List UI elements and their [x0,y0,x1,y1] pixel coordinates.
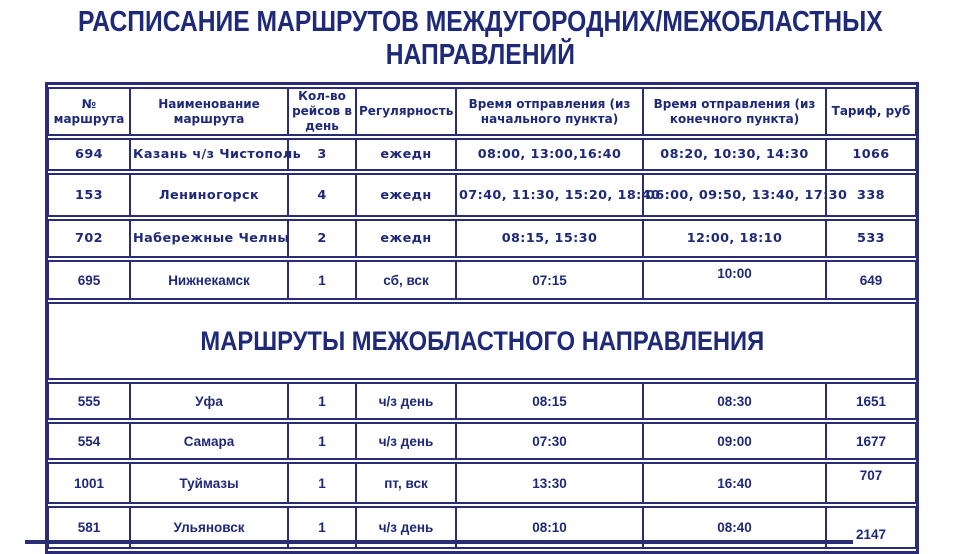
col-header-trips-per-day: Кол-во рейсов в день [288,87,356,136]
cell-route-number: 581 [48,506,130,549]
cell-route-name: Ульяновск [130,506,288,549]
table-row [48,138,916,171]
cell-fare: 707 [826,462,916,504]
page-title [0,6,960,72]
cell-regularity: пт, вск [356,462,456,504]
col-header-route-number: № маршрута [48,87,130,136]
cell-route-number: 153 [48,173,130,217]
cell-route-number: 694 [48,138,130,171]
cell-departure-destination: 08:20, 10:30, 14:30 [643,138,826,171]
cell-trips-per-day: 4 [288,173,356,217]
cell-fare: 1066 [826,138,916,171]
col-header-regularity: Регулярность [356,87,456,136]
cell-route-number: 1001 [48,462,130,504]
cell-trips-per-day: 1 [288,260,356,300]
cell-departure-origin: 08:15, 15:30 [456,219,643,258]
cell-regularity: ежедн [356,219,456,258]
cell-departure-origin: 08:00, 13:00,16:40 [456,138,643,171]
section-heading-text: МАРШРУТЫ МЕЖОБЛАСТНОГО НАПРАВЛЕНИЯ [200,325,764,356]
cell-route-name: Казань ч/з Чистополь [130,138,288,171]
cell-fare: 338 [826,173,916,217]
cell-departure-origin: 08:10 [456,506,643,549]
cell-departure-origin: 07:15 [456,260,643,300]
cell-route-number: 702 [48,219,130,258]
cell-route-name: Лениногорск [130,173,288,217]
cell-regularity: ежедн [356,138,456,171]
cell-departure-destination: 16:40 [643,462,826,504]
table-row [48,382,916,420]
cell-fare: 1677 [826,422,916,460]
col-header-departure-origin: Время отправления (из начального пункта) [456,87,643,136]
cell-fare: 649 [826,260,916,300]
cell-fare: 2147 [826,506,916,549]
cell-trips-per-day: 1 [288,382,356,420]
cell-departure-destination: 09:00 [643,422,826,460]
table-row [48,260,916,300]
cell-route-name: Туймазы [130,462,288,504]
cell-departure-destination: 10:00 [643,260,826,300]
col-header-fare: Тариф, руб [826,87,916,136]
cell-fare: 533 [826,219,916,258]
cell-route-name: Набережные Челны [130,219,288,258]
page-title-line1: РАСПИСАНИЕ МАРШРУТОВ МЕЖДУГОРОДНИХ/МЕЖОБЛАСТНЫХ [77,6,883,38]
cell-departure-destination: 12:00, 18:10 [643,219,826,258]
cell-departure-origin: 07:30 [456,422,643,460]
cell-fare: 1651 [826,382,916,420]
cell-route-name: Уфа [130,382,288,420]
table-header-row [48,87,916,136]
cell-trips-per-day: 1 [288,506,356,549]
cell-departure-origin: 13:30 [456,462,643,504]
cell-route-number: 695 [48,260,130,300]
cell-departure-origin: 08:15 [456,382,643,420]
cell-route-name: Нижнекамск [130,260,288,300]
table-row [48,219,916,258]
col-header-departure-destination: Время отправления (из конечного пункта) [643,87,826,136]
cell-route-number: 555 [48,382,130,420]
table-row [48,422,916,460]
cell-route-name: Самара [130,422,288,460]
cell-regularity: сб, вск [356,260,456,300]
bottom-divider [25,540,853,544]
cell-regularity: ч/з день [356,382,456,420]
cell-regularity: ч/з день [356,506,456,549]
cell-trips-per-day: 1 [288,462,356,504]
cell-regularity: ч/з день [356,422,456,460]
schedule-table [45,82,919,554]
cell-departure-origin: 07:40, 11:30, 15:20, 18:40 [456,173,643,217]
cell-trips-per-day: 1 [288,422,356,460]
page-title-line2: НАПРАВЛЕНИЙ [385,39,575,71]
cell-departure-destination: 06:00, 09:50, 13:40, 17:30 [643,173,826,217]
cell-trips-per-day: 2 [288,219,356,258]
table-row [48,173,916,217]
section-heading-row [48,302,916,380]
cell-regularity: ежедн [356,173,456,217]
section-heading [48,302,916,380]
cell-trips-per-day: 3 [288,138,356,171]
cell-departure-destination: 08:30 [643,382,826,420]
cell-departure-destination: 08:40 [643,506,826,549]
cell-route-number: 554 [48,422,130,460]
col-header-route-name: Наименование маршрута [130,87,288,136]
table-row [48,462,916,504]
